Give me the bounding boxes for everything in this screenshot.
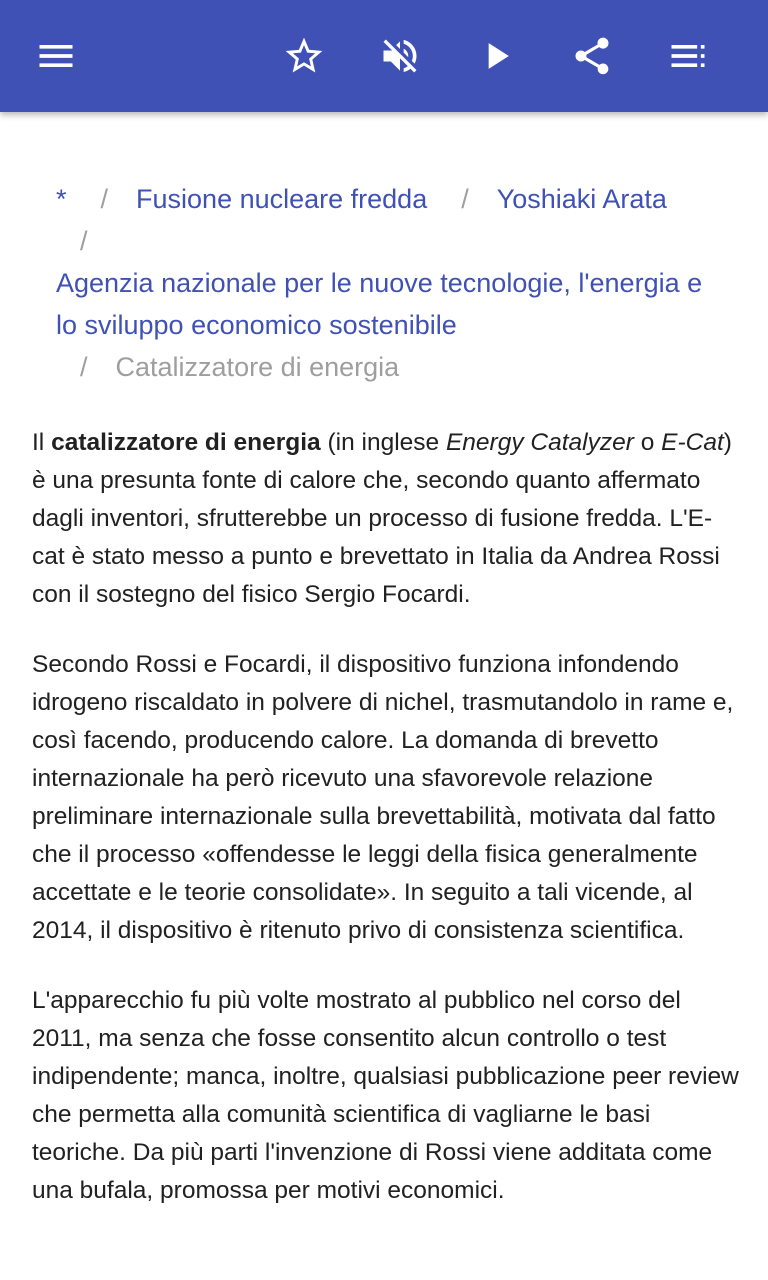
breadcrumb-line-3	[56, 262, 716, 346]
breadcrumb-separator: /	[80, 226, 88, 256]
article-paragraph-1	[32, 424, 740, 614]
volume-off-icon	[378, 34, 422, 78]
play-icon	[474, 34, 518, 78]
paragraph-text: (in inglese	[320, 429, 446, 456]
favorite-button[interactable]	[272, 24, 336, 88]
breadcrumb-line-2	[56, 220, 716, 262]
app-toolbar	[0, 0, 768, 112]
menu-button[interactable]	[24, 24, 88, 88]
breadcrumb	[56, 178, 716, 388]
english-term-italic: Energy Catalyzer	[445, 429, 634, 456]
paragraph-text: ) è una presunta fonte di calore che, secondo quanto affermato dagli inventori, sfrutterebbe un processo di fusione fredda. L'E-cat è stato messo a punto e brevettato in Italia da Andrea Rossi con il sostegno del fisico Sergio Focardi.	[32, 429, 732, 608]
playlist-icon	[666, 34, 710, 78]
paragraph-text: Il	[32, 429, 52, 456]
menu-icon	[34, 34, 78, 78]
article-paragraph-3: L'apparecchio fu più volte mostrato al pubblico nel corso del 2011, ma senza che fosse consentito alcun controllo o test indipendente; manca, inoltre, qualsiasi pubblicazione peer review che permetta alla comunità scientifica di vagliarne le basi teoriche. Da più parti l'invenzione di Rossi viene additata come una bufala, promossa per motivi economici.	[32, 987, 739, 1204]
playlist-button[interactable]	[656, 24, 720, 88]
breadcrumb-separator: /	[461, 184, 469, 214]
star-outline-icon	[282, 34, 326, 78]
share-button[interactable]	[560, 24, 624, 88]
breadcrumb-item-arata[interactable]: Yoshiaki Arata	[496, 184, 667, 214]
abbreviation-italic: E-Cat	[661, 429, 724, 456]
breadcrumb-separator: /	[80, 352, 88, 382]
breadcrumb-separator: /	[100, 184, 109, 214]
article-paragraph-2: Secondo Rossi e Focardi, il dispositivo funziona infondendo idrogeno riscaldato in polvere di nichel, trasmutandolo in rame e, così facendo, producendo calore. La domanda di brevetto internazionale ha però ricevuto una sfavorevole relazione preliminare internazionale sulla brevettabilità, motivata dal fatto che il processo «offendesse le leggi della fisica generalmente accettate e le teorie consolidate». In seguito a tali vicende, al 2014, il dispositivo è ritenuto privo di consistenza scientifica.	[32, 651, 734, 944]
article-term-bold: catalizzatore di energia	[51, 429, 321, 456]
breadcrumb-line-1	[56, 178, 716, 220]
breadcrumb-line-4	[56, 346, 716, 388]
breadcrumb-item-fusione[interactable]: Fusione nucleare fredda	[136, 184, 428, 214]
breadcrumb-item-root[interactable]: *	[56, 184, 67, 214]
breadcrumb-current: Catalizzatore di energia	[115, 352, 400, 382]
share-icon	[570, 34, 614, 78]
play-button[interactable]	[464, 24, 528, 88]
breadcrumb-item-enea[interactable]: Agenzia nazionale per le nuove tecnologie, l'energia e lo sviluppo economico sostenibile	[56, 268, 703, 340]
mute-button[interactable]	[368, 24, 432, 88]
article-body	[32, 424, 740, 1242]
paragraph-text: o	[633, 429, 662, 456]
